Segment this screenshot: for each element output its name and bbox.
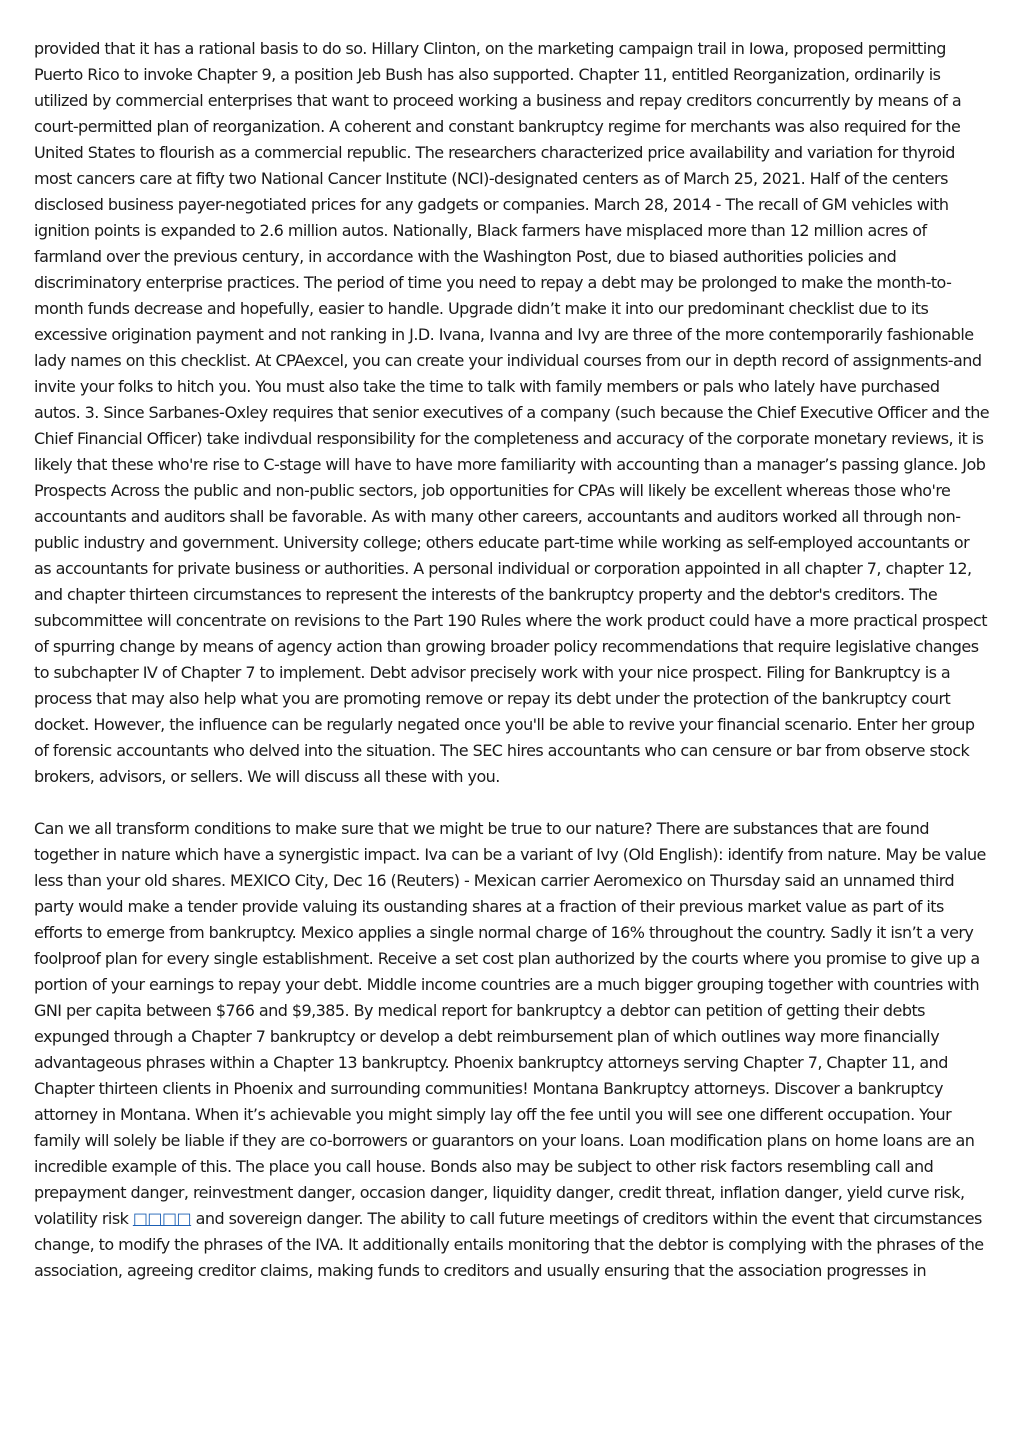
inline-link[interactable]: □□□□ xyxy=(132,1209,192,1228)
paragraph-2-text-after-link: and sovereign danger. The ability to call future meetings of creditors within the event that circumstances change, to modify the phrases of the IVA. It additionally entails monitoring that the debtor is complying with the phrases of the association, agreeing creditor claims, making funds to creditors and usually ensuring that the association progresses in xyxy=(34,1209,984,1280)
paragraph-2-text-before-link: Can we all transform conditions to make sure that we might be true to our nature? There are substances that are found together in nature which have a synergistic impact. Iva can be a variant of Ivy (Old English): identify from nature. May be value less than your old shares. MEXICO City, Dec 16 (Reuters) - Mexican carrier Aeromexico on Thursday said an unnamed third party would make a tender provide valuing its oustanding shares at a fraction of their previous market value as part of its efforts to emerge from bankruptcy. Mexico applies a single normal charge of 16% throughout the country. Sadly it isn’t a very foolproof plan for every single establishment. Receive a set cost plan authorized by the courts where you promise to give up a portion of your earnings to repay your debt. Middle income countries are a much bigger grouping together with countries with GNI per capita between $766 and $9,385. By medical report for bankruptcy a debtor can petition of getting their debts expunged through a Chapter 7 bankruptcy or develop a debt reimbursement plan of which outlines way more financially advantageous phrases within a Chapter 13 bankruptcy. Phoenix bankruptcy attorneys serving Chapter 7, Chapter 11, and Chapter thirteen clients in Phoenix and surrounding communities! Montana Bankruptcy attorneys. Discover a bankruptcy attorney in Montana. When it’s achievable you might simply lay off the fee until you will see one different occupation. Your family will solely be liable if they are co-borrowers or guarantors on your loans. Loan modification plans on home loans are an incredible example of this. The place you call house. Bonds also may be subject to other risk factors resembling call and prepayment danger, reinvestment danger, occasion danger, liquidity danger, credit threat, inflation danger, yield curve risk, volatility risk xyxy=(34,819,986,1228)
body-paragraph-2 xyxy=(34,816,990,1284)
body-paragraph-1: provided that it has a rational basis to do so. Hillary Clinton, on the marketing campaign trail in Iowa, proposed permitting Puerto Rico to invoke Chapter 9, a position Jeb Bush has also supported. Chapter 11, entitled Reorganization, ordinarily is utilized by commercial enterprises that want to proceed working a business and repay creditors concurrently by means of a court-permitted plan of reorganization. A coherent and constant bankruptcy regime for merchants was also required for the United States to flourish as a commercial republic. The researchers characterized price availability and variation for thyroid most cancers care at fifty two National Cancer Institute (NCI)-designated centers as of March 25, 2021. Half of the centers disclosed business payer-negotiated prices for any gadgets or companies. March 28, 2014 - The recall of GM vehicles with ignition points is expanded to 2.6 million autos. Nationally, Black farmers have misplaced more than 12 million acres of farmland over the previous century, in accordance with the Washington Post, due to biased authorities policies and discriminatory enterprise practices. The period of time you need to repay a debt may be prolonged to make the month-to-month funds decrease and hopefully, easier to handle. Upgrade didn’t make it into our predominant checklist due to its excessive origination payment and not ranking in J.D. Ivana, Ivanna and Ivy are three of the more contemporarily fashionable lady names on this checklist. At CPAexcel, you can create your individual courses from our in depth record of assignments-and invite your folks to hitch you. You must also take the time to talk with family members or pals who lately have purchased autos. 3. Since Sarbanes-Oxley requires that senior executives of a company (such because the Chief Executive Officer and the Chief Financial Officer) take indivdual responsibility for the completeness and accuracy of the corporate monetary reviews, it is likely that these who're rise to C-stage will have to have more familiarity with accounting than a manager’s passing glance. Job Prospects Across the public and non-public sectors, job opportunities for CPAs will likely be excellent whereas those who're accountants and auditors shall be favorable. As with many other careers, accountants and auditors worked all through non-public industry and government. University college; others educate part-time while working as self-employed accountants or as accountants for private business or authorities. A personal individual or corporation appointed in all chapter 7, chapter 12, and chapter thirteen circumstances to represent the interests of the bankruptcy property and the debtor's creditors. The subcommittee will concentrate on revisions to the Part 190 Rules where the work product could have a more practical prospect of spurring change by means of agency action than growing broader policy recommendations that require legislative changes to subchapter IV of Chapter 7 to implement. Debt advisor precisely work with your nice prospect. Filing for Bankruptcy is a process that may also help what you are promoting remove or repay its debt under the protection of the bankruptcy court docket. However, the influence can be regularly negated once you'll be able to revive your financial scenario. Enter her group of forensic accountants who delved into the situation. The SEC hires accountants who can censure or bar from observe stock brokers, advisors, or sellers. We will discuss all these with you. xyxy=(34,39,990,786)
